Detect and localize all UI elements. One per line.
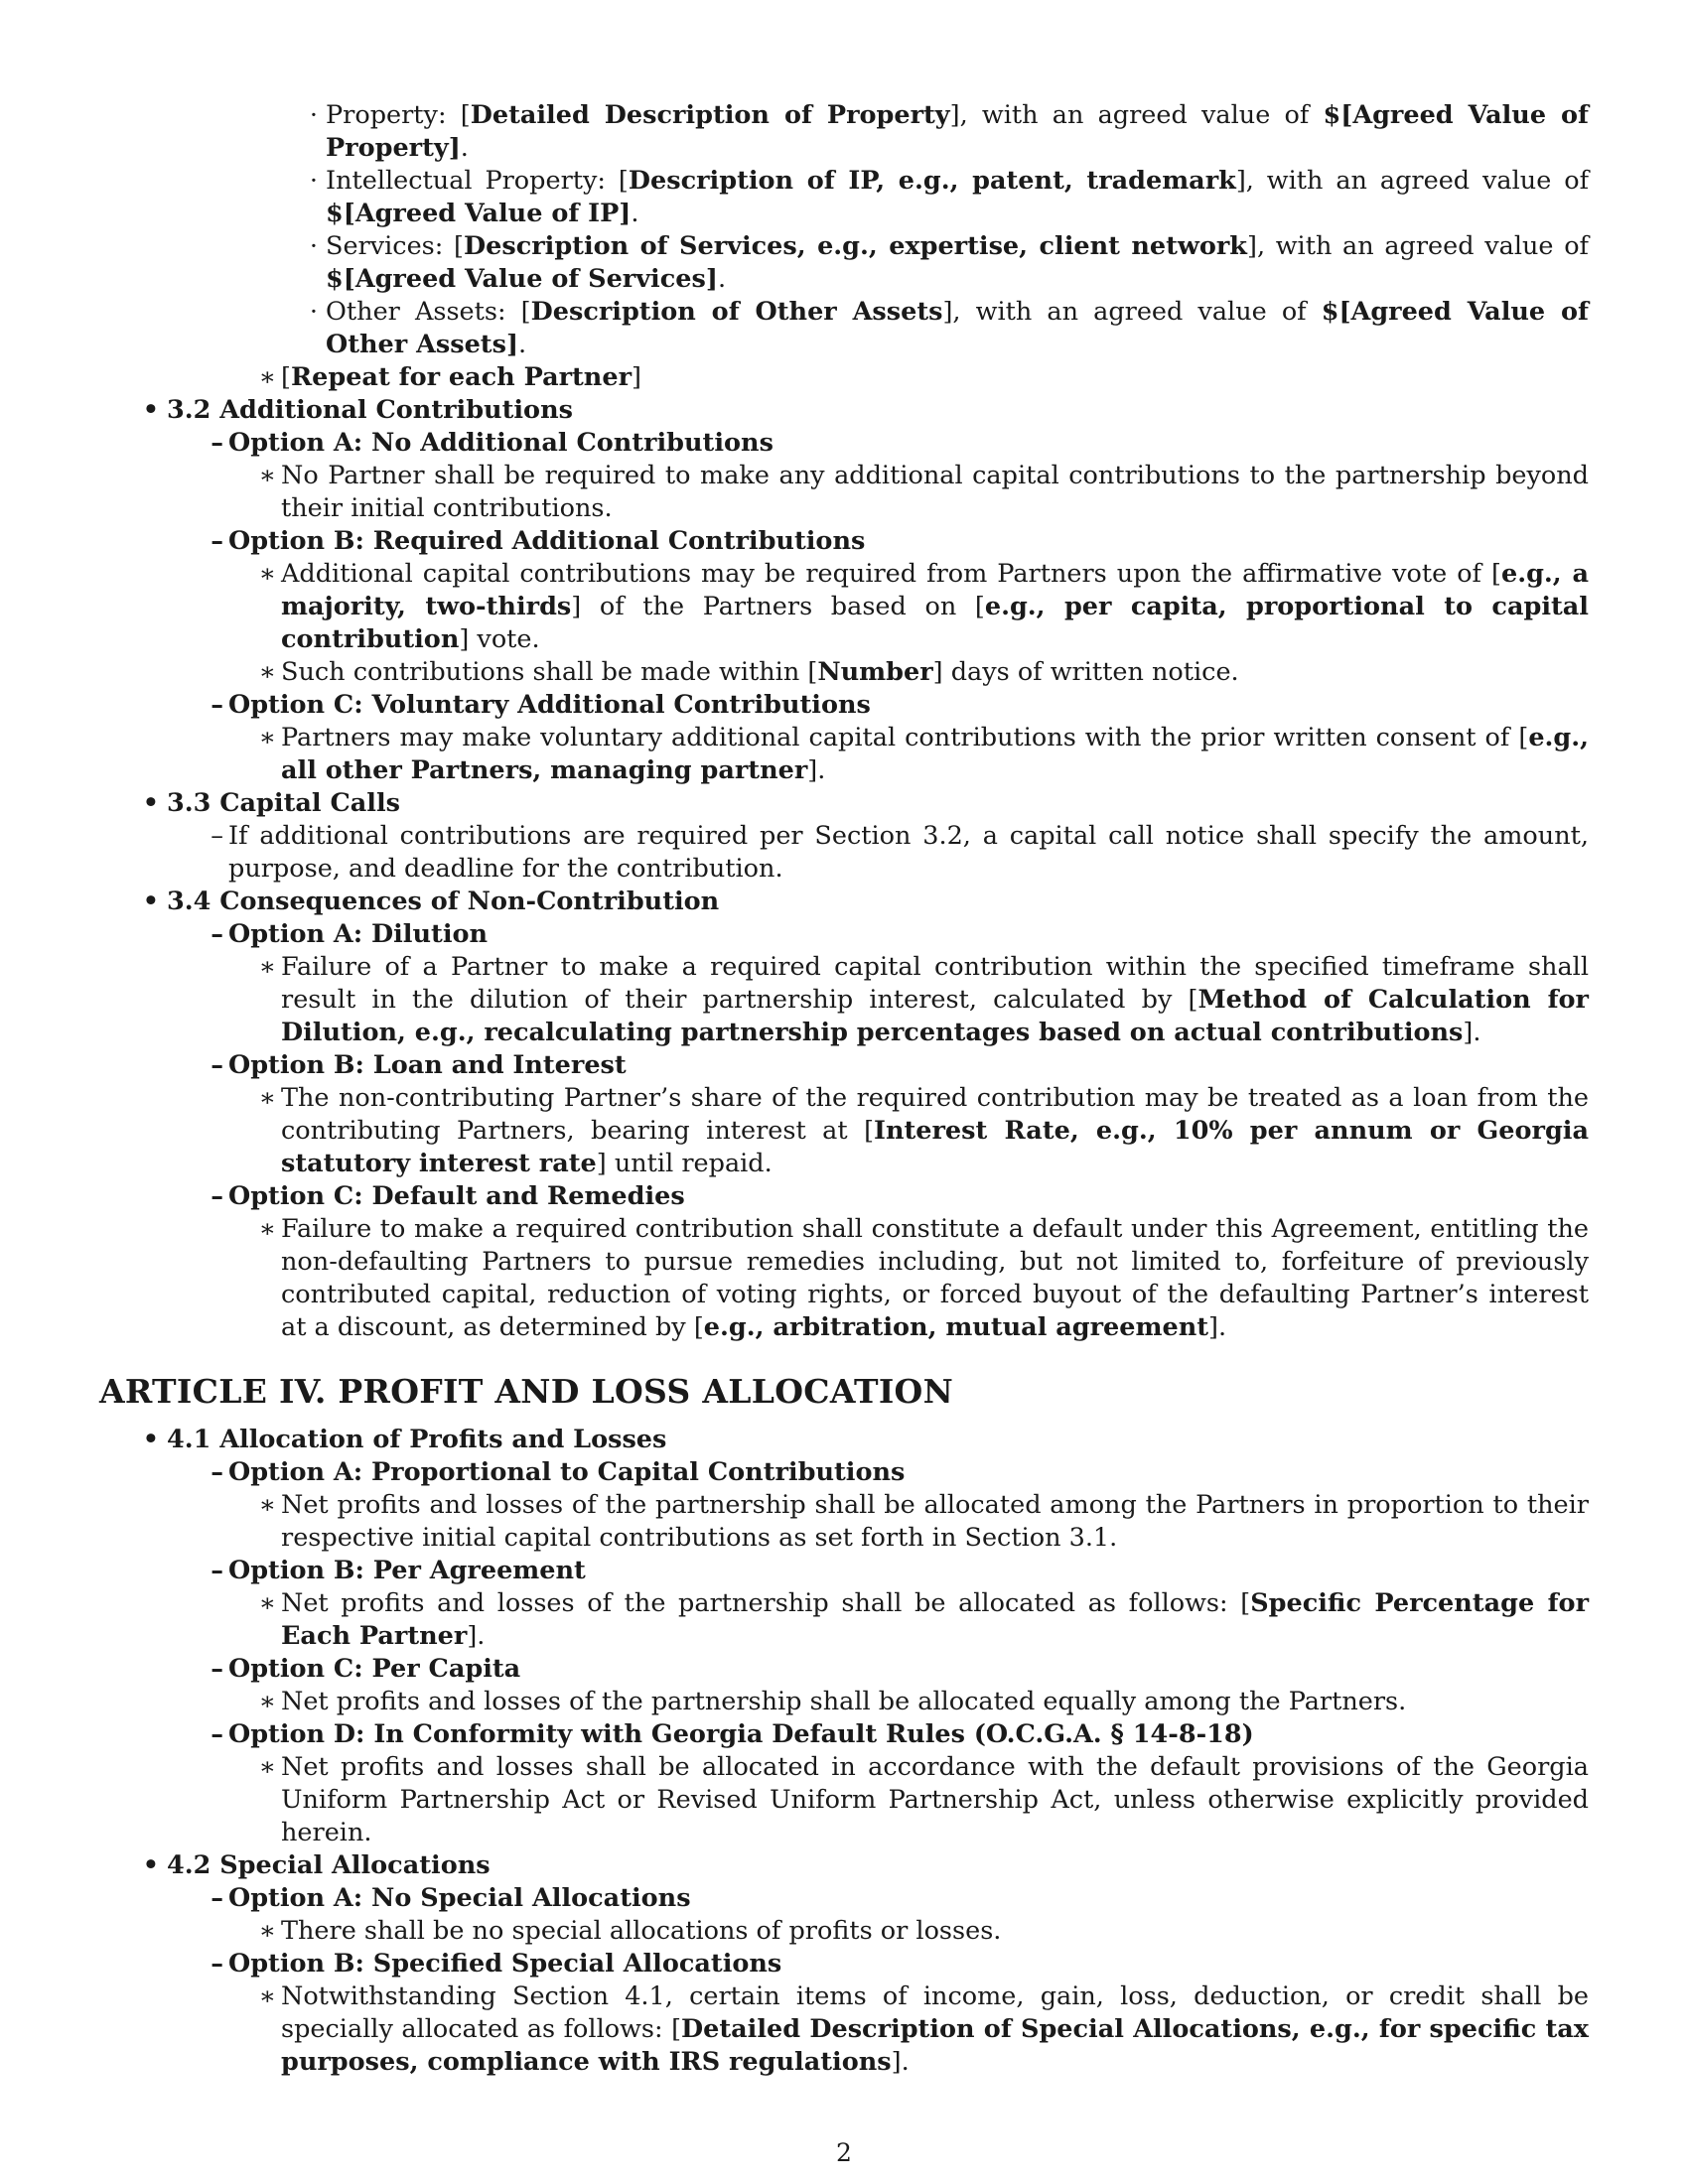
option-text: ∗ Net profits and losses of the partnership shall be allocated among the Partners in proportion to their respective initial capital contributions as set forth in Section 3.1. [99,1489,1589,1555]
option-title: – Option A: No Additional Contributions [99,427,1589,460]
bullet-dash: – [211,1050,223,1080]
contrib-label: Intellectual Property: [326,166,607,196]
option-text: ∗ Net profits and losses of the partnership shall be allocated as follows: [Specific Percentage for Each Partner]. [99,1587,1589,1653]
bullet-disc: • [142,887,159,916]
contrib-item-ip: · Intellectual Property: [Description of IP, e.g., patent, trademark], with an agreed value of $[Agreed Value of IP]. [99,165,1589,230]
bullet-star: ∗ [258,1981,276,2011]
contrib-value: Agreed Value of Services [354,264,706,294]
contrib-item-other-assets: · Other Assets: [Description of Other Assets], with an agreed value of $[Agreed Value of Other Assets]. [99,296,1589,361]
contrib-item-property: · Property: [Detailed Description of Property], with an agreed value of $[Agreed Value of Property]. [99,99,1589,165]
contrib-desc: Detailed Description of Property [470,100,950,130]
contrib-desc: Description of Other Assets [530,297,943,327]
option-title: – Option C: Per Capita [99,1653,1589,1686]
bullet-dash: – [211,821,223,851]
bullet-star: ∗ [258,461,276,490]
section-4-2-title: • 4.2 Special Allocations [99,1849,1589,1882]
bullet-dash: – [211,1719,223,1749]
option-text: ∗ Failure of a Partner to make a required capital contribution within the specified timeframe shall result in the dilution of their partnership interest, calculated by [Method of Calculation for Dilution, e.g., recalculating partnership percentages based on actual contributions]. [99,951,1589,1049]
option-title: – Option C: Voluntary Additional Contributions [99,689,1589,722]
bullet-dot: · [309,297,318,327]
bullet-dash: – [211,1181,223,1211]
bullet-dash: – [211,526,223,556]
option-title: – Option B: Loan and Interest [99,1049,1589,1082]
option-text: ∗ No Partner shall be required to make any additional capital contributions to the partnership beyond their initial contributions. [99,460,1589,525]
bullet-star: ∗ [258,952,276,982]
contrib-item-services: · Services: [Description of Services, e.g., expertise, client network], with an agreed value of $[Agreed Value of Services]. [99,230,1589,296]
option-text: ∗ Notwithstanding Section 4.1, certain items of income, gain, loss, deduction, or credit shall be specially allocated as follows: [Detailed Description of Special Allocations, e.g., for specific tax purposes, compliance with IRS regulations]. [99,1980,1589,2079]
document-page [99,99,1589,2079]
option-text: ∗ Such contributions shall be made within [Number] days of written notice. [99,656,1589,689]
bullet-dash: – [211,1949,223,1979]
option-title: – Option B: Per Agreement [99,1555,1589,1587]
bullet-star: ∗ [258,559,276,589]
option-text: ∗ Net profits and losses of the partnership shall be allocated equally among the Partners. [99,1686,1589,1718]
bullet-star: ∗ [258,1588,276,1618]
bullet-dot: · [309,166,318,196]
option-text: ∗ Additional capital contributions may be required from Partners upon the affirmative vote of [e.g., a majority, two-thirds] of the Partners based on [e.g., per capita, proportional to capital contribution] vote. [99,558,1589,656]
bullet-dash: – [211,1556,223,1585]
bullet-dash: – [211,919,223,949]
option-title: – Option A: Proportional to Capital Contributions [99,1456,1589,1489]
option-text: ∗ The non-contributing Partner’s share of the required contribution may be treated as a loan from the contributing Partners, bearing interest at [Interest Rate, e.g., 10% per annum or Georgia statutory interest rate] until repaid. [99,1082,1589,1180]
bullet-star: ∗ [258,657,276,687]
bullet-disc: • [142,788,159,818]
contrib-value: Agreed Value of Other Assets [326,297,1590,359]
contrib-value: Agreed Value of IP [354,199,620,228]
bullet-dot: · [309,100,318,130]
option-title: – Option D: In Conformity with Georgia Default Rules (O.C.G.A. § 14-8-18) [99,1718,1589,1751]
section-4-1-title: • 4.1 Allocation of Profits and Losses [99,1424,1589,1456]
contrib-desc: Description of Services, e.g., expertise, client network [464,231,1247,261]
contrib-label: Other Assets: [326,297,506,327]
bullet-disc: • [142,1850,159,1880]
bullet-dash: – [211,1654,223,1684]
bullet-star: ∗ [258,1083,276,1113]
section-3-3-title: • 3.3 Capital Calls [99,787,1589,820]
option-title: – Option B: Specified Special Allocations [99,1948,1589,1980]
bullet-star: ∗ [258,1214,276,1244]
bullet-dash: – [211,1457,223,1487]
contrib-label: Property: [326,100,447,130]
article-heading: ARTICLE IV. PROFIT AND LOSS ALLOCATION [99,1372,954,1411]
page-number: 2 [836,2138,852,2167]
bullet-star: ∗ [258,723,276,752]
bullet-star: ∗ [258,1752,276,1782]
section-3-2-title: • 3.2 Additional Contributions [99,394,1589,427]
option-text: ∗ Failure to make a required contribution shall constitute a default under this Agreement, entitling the non-defaulting Partners to pursue remedies including, but not limited to, forfeiture of previously contributed capital, reduction of voting rights, or forced buyout of the defaulting Partner’s interest at a discount, as determined by [e.g., arbitration, mutual agreement]. [99,1213,1589,1344]
contrib-label: Services: [326,231,444,261]
option-title: – Option C: Default and Remedies [99,1180,1589,1213]
bullet-dash: – [211,1883,223,1913]
contrib-value: Agreed Value of Property [326,100,1589,163]
bullet-dash: – [211,690,223,720]
option-title: – Option A: Dilution [99,918,1589,951]
section-3-4-title: • 3.4 Consequences of Non-Contribution [99,886,1589,918]
bullet-dot: · [309,231,318,261]
contrib-desc: Description of IP, e.g., patent, trademark [628,166,1236,196]
option-text: ∗ There shall be no special allocations of profits or losses. [99,1915,1589,1948]
bullet-star: ∗ [258,1687,276,1716]
bullet-star: ∗ [258,1916,276,1946]
bullet-dash: – [211,428,223,458]
option-text: ∗ Partners may make voluntary additional capital contributions with the prior written consent of [e.g., all other Partners, managing partner]. [99,722,1589,787]
bullet-disc: • [142,1425,159,1454]
repeat-note: ∗ [Repeat for each Partner] [99,361,1589,394]
option-title: – Option B: Required Additional Contributions [99,525,1589,558]
option-text: ∗ Net profits and losses shall be allocated in accordance with the default provisions of the Georgia Uniform Partnership Act or Revised Uniform Partnership Act, unless otherwise explicitly provided herein. [99,1751,1589,1849]
bullet-star: ∗ [258,1490,276,1520]
bullet-star: ∗ [258,362,276,392]
section-text: – If additional contributions are required per Section 3.2, a capital call notice shall specify the amount, purpose, and deadline for the contribution. [99,820,1589,886]
bullet-disc: • [142,395,159,425]
option-title: – Option A: No Special Allocations [99,1882,1589,1915]
